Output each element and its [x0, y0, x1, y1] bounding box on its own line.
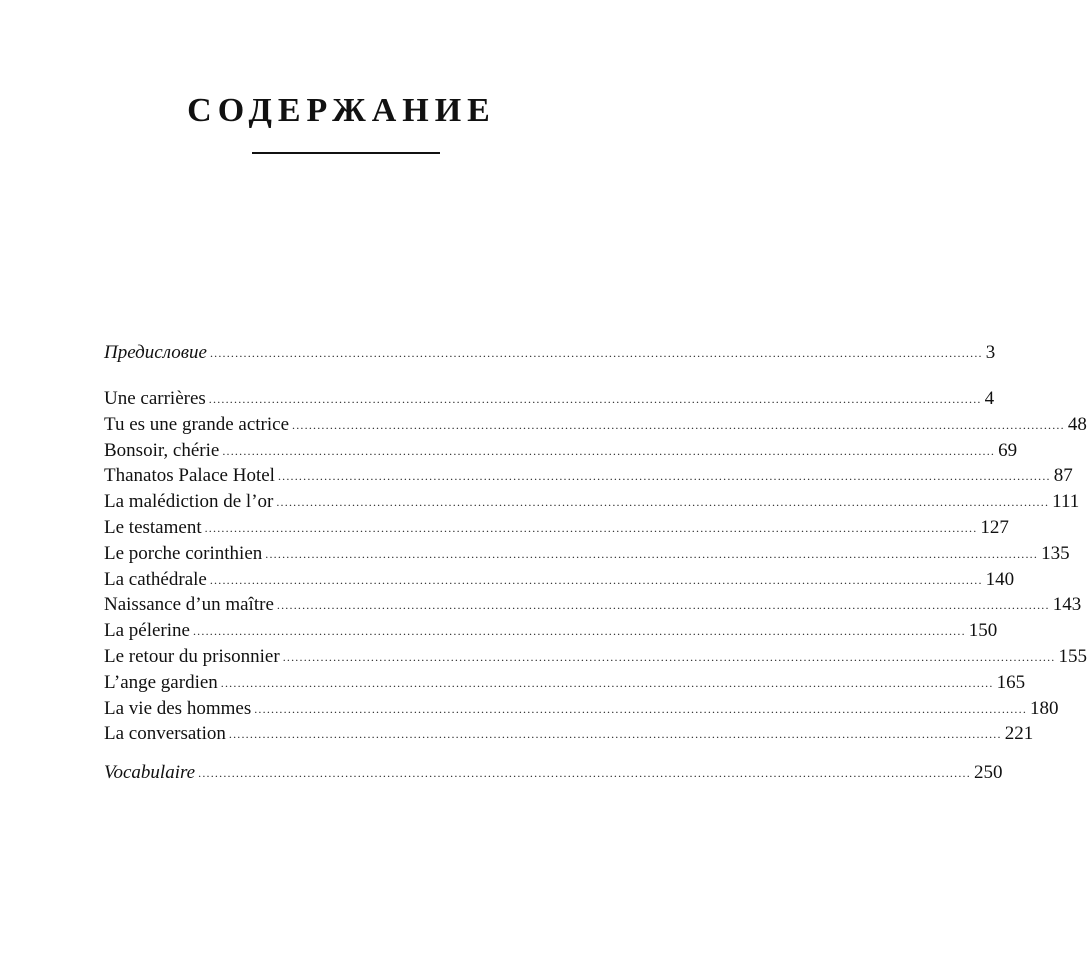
toc-leader-dots: ........................................................................................................................................................................................ [254, 701, 1028, 716]
toc-entry[interactable] [104, 541, 1070, 567]
toc-entry[interactable] [104, 340, 996, 366]
toc-leader-dots: ........................................................................................................................................................................................ [228, 727, 1002, 742]
toc-chapters-section [104, 386, 1087, 747]
toc-leader-dots: ........................................................................................................................................................................................ [277, 469, 1051, 484]
toc-entry-title: Thanatos Palace Hotel [104, 465, 275, 487]
toc-entry[interactable] [104, 618, 998, 644]
toc-entry-title: Naissance d’un maître [104, 594, 274, 616]
page-heading: СОДЕРЖАНИЕ [187, 92, 496, 129]
toc-entry-page: 4 [984, 388, 995, 409]
toc-entry-page: 69 [998, 439, 1018, 461]
toc-appendix-section [104, 760, 1003, 786]
toc-leader-dots: ........................................................................................................................................................................................ [282, 649, 1056, 664]
toc-entry-page: 180 [1030, 697, 1059, 719]
toc-entry[interactable] [104, 592, 1082, 618]
toc-entry-title: La malédiction de l’or [104, 491, 274, 513]
toc-entry-page: 250 [973, 762, 1003, 783]
toc-entry-page: 155 [1058, 645, 1087, 667]
toc-entry[interactable] [104, 721, 1034, 747]
toc-leader-dots: ........................................................................................................................................................................................ [265, 546, 1039, 561]
toc-entry-page: 165 [996, 671, 1026, 693]
toc-entry-page: 111 [1052, 491, 1080, 513]
toc-leader-dots: ........................................................................................................................................................................................ [198, 766, 971, 780]
toc-entry-title: Предисловие [104, 342, 207, 363]
toc-entry-page: 135 [1041, 542, 1070, 564]
toc-entry-title: Le porche corinthien [104, 542, 263, 564]
toc-leader-dots: ........................................................................................................................................................................................ [208, 392, 982, 406]
toc-entry-page: 150 [968, 620, 998, 642]
toc-leader-dots: ........................................................................................................................................................................................ [209, 346, 983, 360]
toc-entry-page: 48 [1067, 413, 1087, 435]
toc-entry-title: La vie des hommes [104, 697, 252, 719]
toc-entry-page: 143 [1052, 594, 1082, 616]
toc-entry[interactable] [104, 670, 1026, 696]
toc-leader-dots: ........................................................................................................................................................................................ [209, 572, 983, 587]
toc-entry[interactable] [104, 760, 1003, 786]
toc-entry[interactable] [104, 463, 1073, 489]
toc-leader-dots: ........................................................................................................................................................................................ [204, 520, 978, 535]
toc-entry[interactable] [104, 438, 1018, 464]
toc-entry[interactable] [104, 489, 1080, 515]
toc-entry[interactable] [104, 696, 1059, 722]
toc-leader-dots: ........................................................................................................................................................................................ [222, 443, 996, 458]
toc-entry-title: Vocabulaire [104, 762, 196, 783]
toc-entry-page: 140 [985, 568, 1015, 590]
toc-entry-page: 87 [1053, 465, 1073, 487]
toc-entry[interactable] [104, 412, 1087, 438]
toc-leader-dots: ........................................................................................................................................................................................ [192, 624, 966, 639]
toc-leader-dots: ........................................................................................................................................................................................ [292, 417, 1065, 432]
toc-leader-dots: ........................................................................................................................................................................................ [276, 598, 1050, 613]
toc-entry-title: Une carrières [104, 388, 206, 409]
toc-entry-title: Le testament [104, 516, 202, 538]
toc-entry-title: L’ange gardien [104, 671, 218, 693]
toc-entry-title: La cathédrale [104, 568, 207, 590]
toc-leader-dots: ........................................................................................................................................................................................ [276, 495, 1050, 510]
toc-entry-page: 3 [985, 342, 996, 363]
toc-entry-title: Bonsoir, chérie [104, 439, 220, 461]
toc-entry[interactable] [104, 567, 1015, 593]
toc-entry[interactable] [104, 644, 1087, 670]
toc-preface-section [104, 340, 996, 366]
toc-entry-page: 127 [980, 516, 1009, 538]
toc-entry[interactable] [104, 515, 1009, 541]
toc-entry-title: Tu es une grande actrice [104, 413, 290, 435]
toc-leader-dots: ........................................................................................................................................................................................ [220, 675, 994, 690]
toc-entry-page: 221 [1004, 723, 1034, 745]
heading-rule [252, 152, 440, 154]
toc-entry-title: Le retour du prisonnier [104, 645, 280, 667]
toc-entry-title: La pélerine [104, 620, 190, 642]
toc-entry-title: La conversation [104, 723, 226, 745]
toc-entry[interactable] [104, 386, 995, 412]
